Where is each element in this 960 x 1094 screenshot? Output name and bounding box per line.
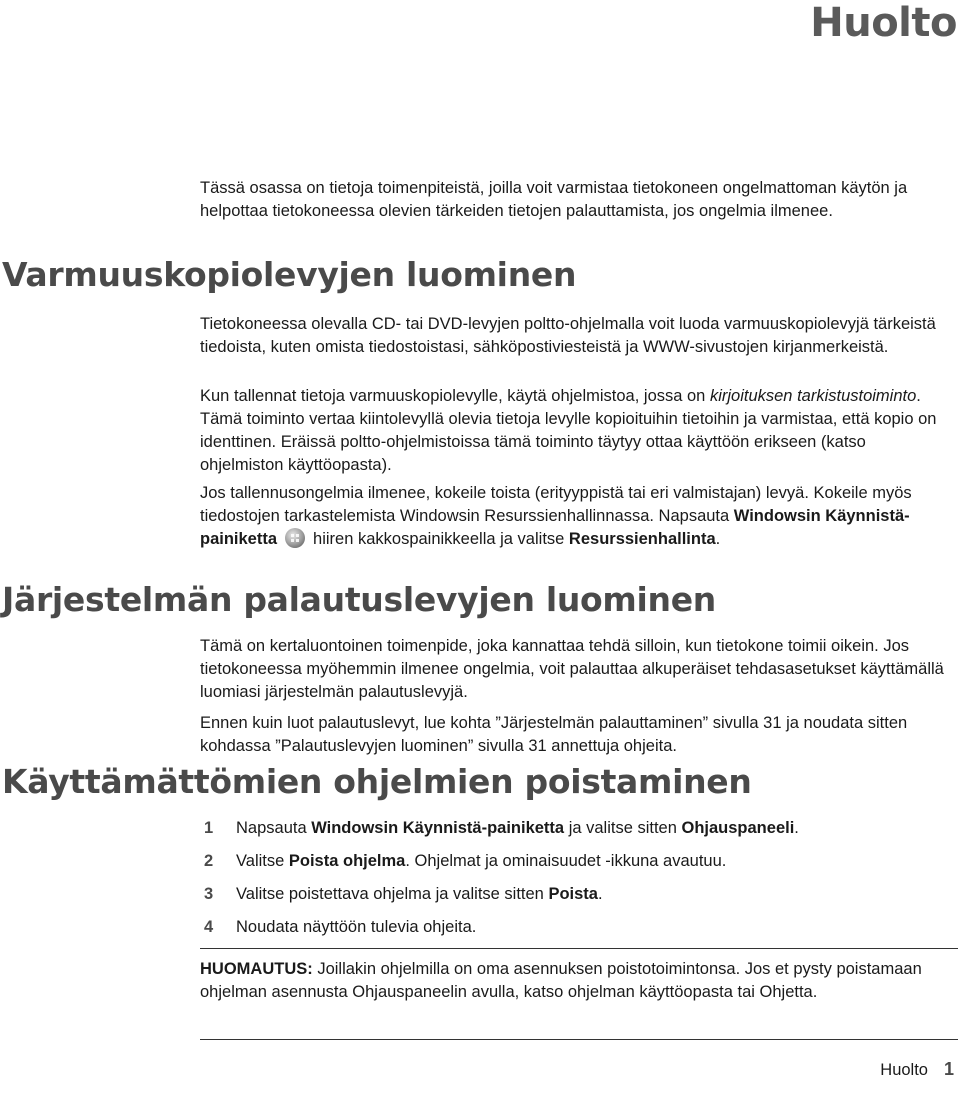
step-item	[204, 916, 960, 939]
step-text-c: ja valitse sitten	[564, 819, 682, 837]
windows-start-button-icon	[285, 528, 305, 548]
chapter-title: Huolto	[810, 0, 957, 46]
section-heading-uninstall: Käyttämättömien ohjelmien poistaminen	[2, 762, 752, 801]
backup-p2-text-b: . Tämä toiminto vertaa kiintolevyllä olevia tietoja levylle kopioituihin tietoihin ja varmistaa, että kopio on identtinen. Eräissä poltto-ohjelmistoissa tämä toiminto täytyy ottaa käyttöön erikseen (katso ohjelmiston käyttöopasta).	[200, 387, 937, 474]
step-number: 3	[204, 885, 214, 903]
step-text-a: Valitse poistettava ohjelma ja valitse sitten	[236, 885, 549, 903]
step-text	[236, 883, 603, 906]
intro-paragraph: Tässä osassa on tietoja toimenpiteistä, joilla voit varmistaa tietokoneen ongelmattoman käytön ja helpottaa tietokoneessa olevien tärkeiden tietojen palauttamista, jos ongelmia ilmenee.	[200, 179, 908, 220]
step-number: 2	[204, 852, 214, 870]
step-bold-1: Poista	[548, 885, 598, 903]
backup-p2-text-a: Kun tallennat tietoja varmuuskopiolevylle, käytä ohjelmistoa, jossa on	[200, 387, 710, 405]
note-text: Joillakin ohjelmilla on oma asennuksen poistotoimintonsa. Jos et pysty poistamaan ohjelman asennusta Ohjauspaneelin avulla, katso ohjelman käyttöopasta tai Ohjetta.	[200, 960, 922, 1001]
note-bottom-rule	[200, 1039, 958, 1040]
section-heading-backup: Varmuuskopiolevyjen luominen	[2, 255, 577, 294]
page-footer	[880, 1059, 954, 1080]
step-bold-1: Poista ohjelma	[288, 852, 406, 870]
step-number: 1	[204, 819, 214, 837]
step-bold-1: Windowsin Käynnistä-painiketta	[311, 819, 565, 837]
step-text-a: Napsauta	[236, 819, 312, 837]
backup-p3-text-a: Jos tallennusongelmia ilmenee, kokeile toista (erityyppistä tai eri valmistajan) levyä. Kokeile myös tiedostojen tarkastelemista Windowsin Resurssienhallinnassa. Napsauta	[200, 484, 912, 525]
recovery-paragraph-1: Tämä on kertaluontoinen toimenpide, joka kannattaa tehdä silloin, kun tietokone toimii oikein. Jos tietokoneessa myöhemmin ilmenee ongelmia, voit palauttaa alkuperäiset tehdasasetukset käyttämällä luomiasi järjestelmän palautuslevyjä.	[200, 637, 944, 701]
verify-function-term: kirjoituksen tarkistustoiminto	[709, 387, 917, 405]
step-item	[204, 817, 960, 840]
step-text-a: Valitse	[236, 852, 289, 870]
step-text-d: .	[794, 819, 799, 837]
start-button-reference: Windowsin Käynnistä-painiketta	[200, 507, 910, 548]
note-label: HUOMAUTUS:	[200, 960, 313, 978]
step-text-c: .	[597, 885, 603, 903]
step-text: Noudata näyttöön tulevia ohjeita.	[236, 918, 477, 936]
recovery-paragraph-2: Ennen kuin luot palautuslevyt, lue kohta ”Järjestelmän palauttaminen” sivulla 31 ja noudata sitten kohdassa ”Palautuslevyjen luominen” sivulla 31 annettuja ohjeita.	[200, 714, 908, 755]
backup-p3-text-c: .	[715, 530, 721, 548]
step-text-c: . Ohjelmat ja ominaisuudet -ikkuna avautuu.	[405, 852, 727, 870]
footer-label: Huolto	[880, 1061, 928, 1079]
note-paragraph	[200, 958, 952, 1004]
uninstall-steps-list	[204, 817, 960, 949]
note-top-rule	[200, 948, 958, 949]
step-number: 4	[204, 918, 214, 936]
backup-p3-text-b: hiiren kakkospainikkeella ja valitse	[313, 530, 569, 548]
backup-paragraph-2	[200, 385, 952, 477]
backup-paragraph-1: Tietokoneessa olevalla CD- tai DVD-levyjen poltto-ohjelmalla voit luoda varmuuskopiolevyjä tärkeistä tiedoista, kuten omista tiedostoistasi, sähköpostiviesteistä ja WWW-sivustojen kirjanmerkeistä.	[200, 315, 936, 356]
explorer-reference: Resurssienhallinta	[568, 530, 716, 548]
step-bold-2: Ohjauspaneeli	[681, 819, 795, 837]
backup-paragraph-3	[200, 482, 952, 551]
section-heading-recovery: Järjestelmän palautuslevyjen luominen	[2, 580, 716, 619]
step-item	[204, 850, 960, 873]
step-text	[236, 817, 799, 840]
step-item	[204, 883, 960, 906]
step-text	[236, 850, 726, 873]
page-number: 1	[943, 1059, 954, 1079]
